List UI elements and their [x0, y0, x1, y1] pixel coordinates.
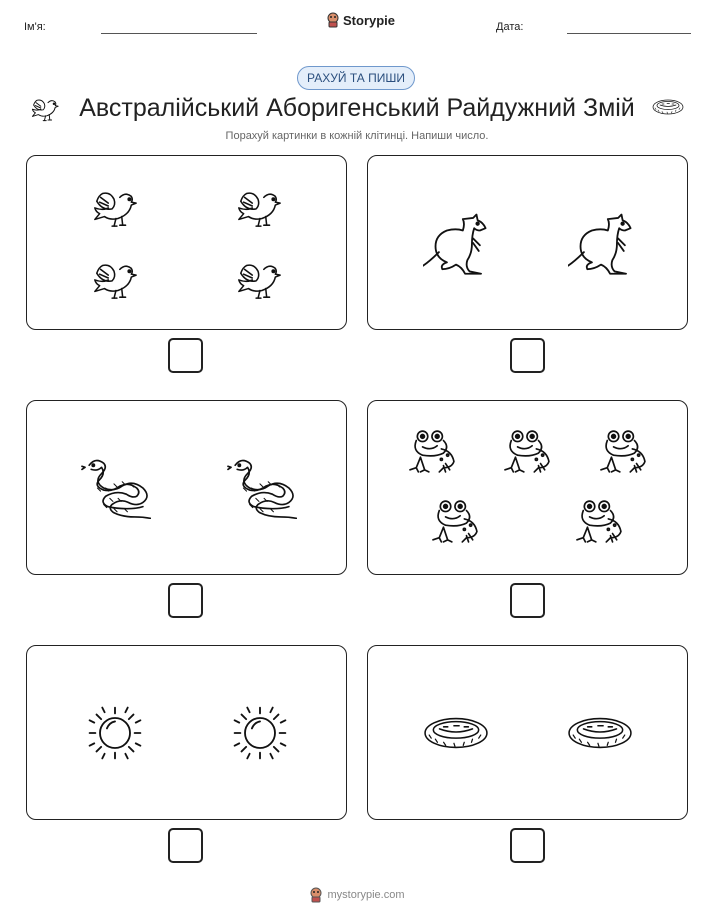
bird-icon: [235, 183, 283, 229]
footer: [0, 887, 714, 903]
answer-box-frogs[interactable]: [510, 583, 545, 618]
bird-icon: [235, 255, 283, 301]
count-card-suns: [26, 645, 347, 820]
frog-icon: [504, 428, 552, 474]
frog-icon: [576, 498, 624, 544]
name-label: Ім'я:: [24, 21, 46, 33]
date-line[interactable]: [567, 33, 691, 34]
bird-icon: [91, 255, 139, 301]
waterhole-icon: [567, 713, 633, 753]
snake-icon: [225, 457, 297, 519]
storypie-icon: [326, 12, 340, 28]
page-title: Австралійський Аборигенський Райдужний Змій: [79, 94, 635, 122]
kangaroo-icon: [423, 210, 489, 276]
snake-icon: [79, 457, 151, 519]
frog-icon: [432, 498, 480, 544]
answer-box-snakes[interactable]: [168, 583, 203, 618]
bird-icon: [91, 183, 139, 229]
frog-icon: [600, 428, 648, 474]
activity-badge: РАХУЙ ТА ПИШИ: [297, 66, 415, 90]
answer-box-birds[interactable]: [168, 338, 203, 373]
sun-icon: [230, 703, 290, 763]
brand-name: Storypie: [343, 12, 396, 28]
sun-icon: [85, 703, 145, 763]
waterhole-icon: [652, 98, 684, 116]
count-card-waterholes: [367, 645, 688, 820]
answer-box-kangaroos[interactable]: [510, 338, 545, 373]
storypie-icon: [309, 887, 323, 903]
footer-url[interactable]: mystorypie.com: [327, 889, 405, 901]
brand-logo: [326, 12, 395, 28]
answer-box-waterholes[interactable]: [510, 828, 545, 863]
frog-icon: [409, 428, 457, 474]
count-card-snakes: [26, 400, 347, 575]
answer-box-suns[interactable]: [168, 828, 203, 863]
instructions: Порахуй картинки в кожній клітинці. Напиши число.: [225, 130, 489, 142]
count-card-birds: [26, 155, 347, 330]
count-card-frogs: [367, 400, 688, 575]
date-label: Дата:: [496, 21, 524, 33]
kangaroo-icon: [568, 210, 634, 276]
waterhole-icon: [423, 713, 489, 753]
count-card-kangaroos: [367, 155, 688, 330]
name-line[interactable]: [101, 33, 257, 34]
